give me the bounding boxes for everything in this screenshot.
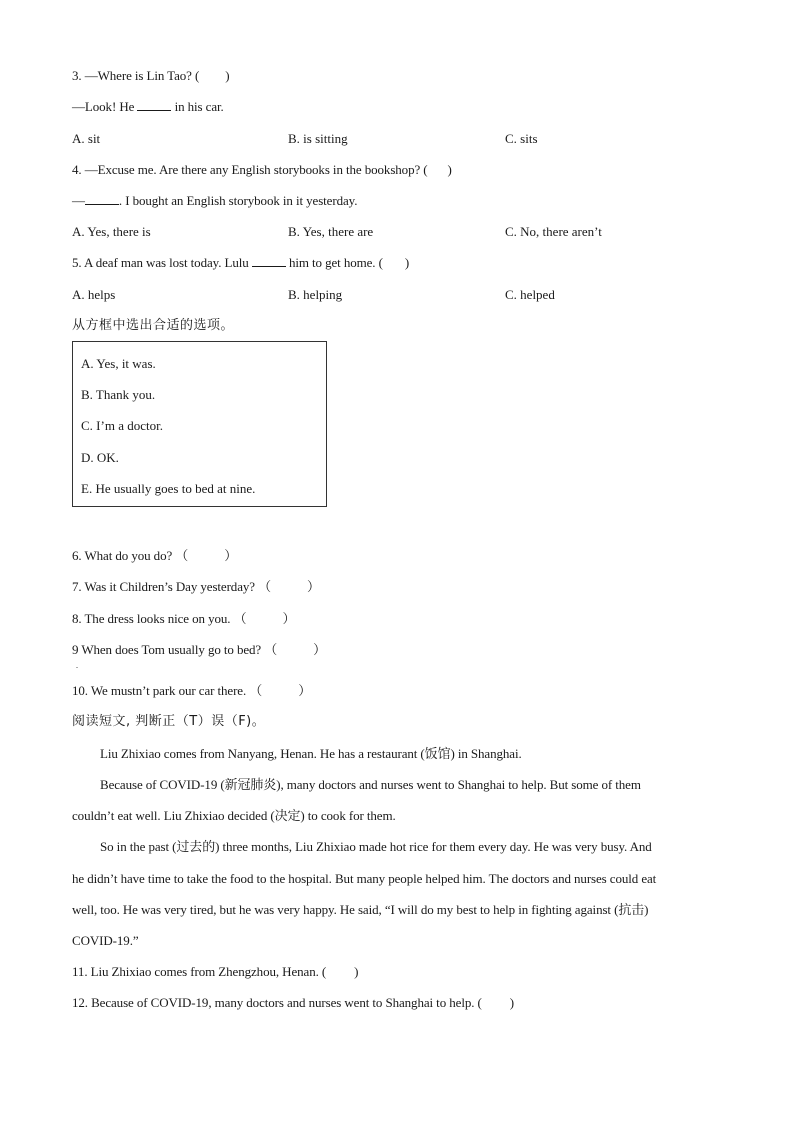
question-12-text: 12. Because of COVID-19, many doctors and nurses went to Shanghai to help. ( [72, 995, 482, 1010]
answer-blank[interactable] [85, 193, 119, 205]
section-2-title: 从方框中选出合适的选项。 [72, 318, 235, 333]
question-7-paren-close: ） [307, 579, 320, 594]
passage-paragraph-3-line-3: well, too. He was very tired, but he was very happy. He said, “I will do my best to help in fighting against (抗击) [72, 902, 649, 917]
question-11-text: 11. Liu Zhixiao comes from Zhengzhou, Henan. ( [72, 964, 327, 979]
passage-paragraph-3-line-1: So in the past (过去的) three months, Liu Zhixiao made hot rice for them every day. He was very busy. And [100, 839, 652, 854]
box-option-a: A. Yes, it was. [81, 356, 156, 371]
box-option-c: C. I’m a doctor. [81, 418, 163, 433]
question-5-option-c: C. helped [505, 287, 555, 302]
question-11-paren-close: ) [354, 964, 359, 979]
question-3-paren-close: ) [225, 68, 230, 83]
question-6-text: 6. What do you do? （ [72, 548, 189, 563]
question-5-text-post: him to get home. ( [285, 255, 383, 270]
question-5-option-a: A. helps [72, 287, 116, 302]
question-12 [72, 995, 514, 1011]
passage-paragraph-3-line-4: COVID-19.” [72, 933, 139, 948]
question-10 [72, 683, 311, 699]
question-9 [72, 642, 326, 658]
question-3-dialogue-pre: —Look! He [72, 99, 138, 114]
question-7-text: 7. Was it Children’s Day yesterday? （ [72, 579, 272, 594]
options-box [72, 341, 327, 507]
question-3-dialogue [72, 99, 224, 115]
question-3-dialogue-post: in his car. [171, 99, 224, 114]
question-12-paren-close: ) [509, 995, 514, 1010]
question-8-paren-close: ） [282, 611, 296, 626]
box-option-d: D. OK. [81, 450, 119, 465]
section-3-title: 阅读短文, 判断正（T）误（F)。 [72, 714, 266, 729]
question-10-text: 10. We mustn’t park our car there. （ [72, 683, 263, 698]
question-9-paren-close: ） [313, 642, 327, 657]
question-5-text: 5. A deaf man was lost today. Lulu [72, 255, 252, 270]
question-4 [72, 162, 452, 178]
question-3-option-b: B. is sitting [288, 131, 348, 146]
question-5 [72, 255, 409, 271]
question-3-option-a: A. sit [72, 131, 101, 146]
question-10-paren-close: ） [298, 683, 312, 698]
box-option-b: B. Thank you. [81, 387, 156, 402]
question-4-option-a: A. Yes, there is [72, 224, 151, 239]
question-7 [72, 579, 320, 595]
question-5-paren-close: ) [404, 255, 410, 270]
question-4-dialogue-post: . I bought an English storybook in it yesterday. [118, 193, 358, 208]
question-5-option-b: B. helping [288, 287, 343, 302]
question-11 [72, 964, 358, 980]
stray-mark: . [76, 661, 78, 670]
answer-blank[interactable] [137, 99, 171, 111]
question-9-text: 9 When does Tom usually go to bed? （ [72, 642, 278, 657]
question-4-option-c: C. No, there aren’t [505, 224, 602, 239]
passage-paragraph-2-line-2: couldn’t eat well. Liu Zhixiao decided (决定) to cook for them. [72, 808, 396, 823]
answer-blank[interactable] [252, 255, 286, 267]
question-8 [72, 611, 295, 627]
passage-paragraph-1: Liu Zhixiao comes from Nanyang, Henan. He has a restaurant (饭馆) in Shanghai. [100, 746, 522, 761]
question-8-text: 8. The dress looks nice on you. （ [72, 611, 247, 626]
question-4-option-b: B. Yes, there are [288, 224, 374, 239]
passage-paragraph-2-line-1: Because of COVID-19 (新冠肺炎), many doctors and nurses went to Shanghai to help. But some of them [100, 777, 641, 792]
question-4-text: 4. —Excuse me. Are there any English storybooks in the bookshop? ( [72, 162, 428, 177]
question-6-paren-close: ） [224, 548, 238, 563]
passage-paragraph-3-line-2: he didn’t have time to take the food to the hospital. But many people helped him. The doctors and nurses could eat [72, 871, 657, 886]
question-4-dialogue-pre: — [72, 193, 85, 208]
box-option-e: E. He usually goes to bed at nine. [81, 481, 256, 496]
question-3-text: 3. —Where is Lin Tao? ( [72, 68, 200, 83]
question-4-paren-close: ) [447, 162, 452, 177]
question-3 [72, 68, 229, 84]
question-6 [72, 548, 237, 564]
question-3-option-c: C. sits [505, 131, 538, 146]
question-4-dialogue [72, 193, 357, 209]
